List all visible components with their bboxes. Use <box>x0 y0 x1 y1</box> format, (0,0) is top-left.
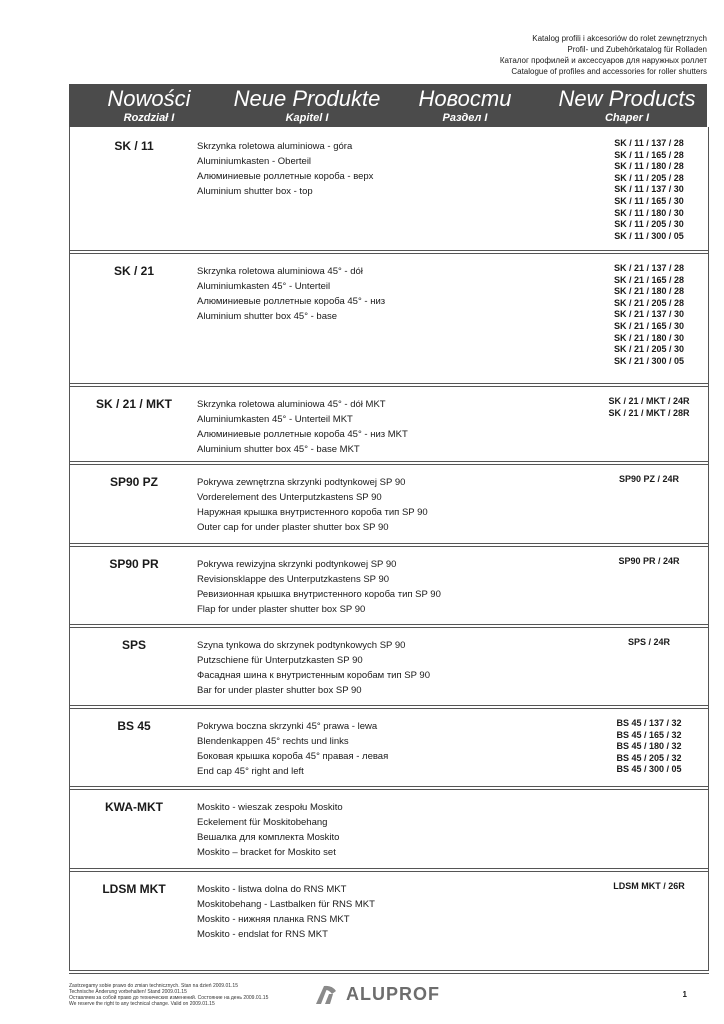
product-description <box>197 719 388 779</box>
description-line: Skrzynka roletowa aluminiowa - góra <box>197 141 353 152</box>
band-column-de <box>227 84 387 125</box>
description-line: Moskito - wieszak zespołu Moskito <box>197 802 343 813</box>
aluprof-logo-mark-icon <box>314 983 338 1005</box>
description-line: Eckelement für Moskitobehang <box>197 817 328 828</box>
footer-note: Technische Änderung vorbehalten! Stand 2009.01.15 <box>69 989 187 995</box>
section-divider <box>69 868 709 872</box>
reference-code: BS 45 / 180 / 32 <box>616 741 682 752</box>
description-line: Skrzynka roletowa aluminiowa 45° - dół MKT <box>197 399 386 410</box>
band-subtitle: Раздел I <box>442 112 488 124</box>
reference-code: SK / 11 / 180 / 30 <box>614 207 684 218</box>
product-references <box>588 474 710 486</box>
reference-code: SP90 PZ / 24R <box>618 474 680 484</box>
reference-code: SK / 21 / 137 / 30 <box>613 309 685 320</box>
reference-code: BS 45 / 205 / 32 <box>616 752 682 763</box>
reference-code: SK / 11 / 205 / 28 <box>614 172 684 183</box>
footer-note: Zastrzegamy sobie prawo do zmian technicznych. Stan na dzień 2009.01.15 <box>69 983 238 989</box>
reference-code: SP90 PR / 24R <box>618 556 680 566</box>
band-subtitle: Rozdział I <box>123 112 175 124</box>
reference-code: SK / 21 / 205 / 28 <box>613 297 685 308</box>
product-code: SK / 21 / MKT <box>95 397 172 411</box>
band-column-en <box>547 84 707 125</box>
header-line: Profil- und Zubehörkatalog für Rolladen <box>567 45 707 54</box>
reference-code: BS 45 / 165 / 32 <box>616 729 682 740</box>
band-title: New Products <box>558 86 696 111</box>
reference-code: SK / 21 / 205 / 30 <box>613 344 685 355</box>
band-subtitle: Chaper I <box>604 112 649 124</box>
reference-code: SK / 21 / MKT / 24R <box>608 396 690 406</box>
reference-code: SK / 11 / 137 / 28 <box>614 138 684 148</box>
description-line: Aluminiumkasten 45° - Unterteil <box>197 281 331 292</box>
header-line: Katalog profili i akcesoriów do rolet zewnętrznych <box>532 34 707 43</box>
description-line: Outer cap for under plaster shutter box SP 90 <box>197 522 389 533</box>
description-line: Revisionsklappe des Unterputzkastens SP 90 <box>197 574 390 585</box>
description-line: Боковая крышка короба 45° правая - левая <box>197 751 389 762</box>
product-description <box>197 638 430 698</box>
product-code: SP90 PR <box>109 557 159 571</box>
reference-code: LDSM MKT / 26R <box>613 881 685 891</box>
product-description <box>197 475 428 535</box>
description-line: Ревизионная крышка внутристенного короба тип SP 90 <box>197 589 441 600</box>
description-line: Aluminium shutter box - top <box>197 186 313 197</box>
description-line: Вешалка для комплекта Moskito <box>197 832 340 843</box>
description-line: Алюминиевые роллетные короба 45° - низ <box>197 296 386 307</box>
band-title: Новости <box>418 86 512 111</box>
description-line: Moskito - endslat for RNS MKT <box>197 929 328 940</box>
reference-code: SK / 21 / MKT / 28R <box>608 407 690 418</box>
band-column-pl <box>69 84 229 125</box>
description-line: Putzschiene für Unterputzkasten SP 90 <box>197 655 363 666</box>
description-line: Aluminiumkasten 45° - Unterteil MKT <box>197 414 353 425</box>
description-line: Алюминиевые роллетные короба - верх <box>197 171 374 182</box>
header-line: Catalogue of profiles and accessories for roller shutters <box>511 67 707 76</box>
product-references <box>588 556 710 568</box>
product-code: LDSM MKT <box>102 882 166 896</box>
chapter-band <box>69 84 707 127</box>
product-description <box>197 882 375 942</box>
reference-code: SK / 21 / 165 / 28 <box>613 274 685 285</box>
product-references <box>588 881 710 893</box>
product-code: SPS <box>121 638 146 652</box>
logo-wordmark: ALUPROF <box>346 984 440 1004</box>
footer-notes <box>69 983 268 1007</box>
description-line: Aluminium shutter box 45° - base <box>197 311 338 322</box>
footer-note: We reserve the right to any technical change. Valid on 2009.01.15 <box>69 1001 215 1007</box>
description-line: Szyna tynkowa do skrzynek podtynkowych SP 90 <box>197 640 406 651</box>
description-line: Vorderelement des Unterputzkastens SP 90 <box>197 492 382 503</box>
page-number: 1 <box>682 990 687 999</box>
band-title: Neue Produkte <box>233 86 381 111</box>
header-line: Каталог профилей и аксессуаров для наружных роллет <box>499 56 707 65</box>
product-description <box>197 557 441 617</box>
description-line: Pokrywa zewnętrzna skrzynki podtynkowej SP 90 <box>197 477 406 488</box>
product-code: SK / 21 <box>113 264 155 278</box>
section-divider <box>69 786 709 790</box>
reference-code: SK / 21 / 300 / 05 <box>613 355 685 366</box>
reference-code: SK / 11 / 205 / 30 <box>614 219 684 230</box>
band-column-ru <box>385 84 545 125</box>
band-title: Nowości <box>107 86 191 111</box>
section-divider <box>69 383 709 387</box>
product-description <box>197 800 343 860</box>
footer-note: Оставляем за собой право до технических изменений. Состояние на день 2009.01.15 <box>69 995 269 1001</box>
reference-code: SK / 11 / 180 / 28 <box>614 161 684 172</box>
section-divider <box>69 543 709 547</box>
product-code: SK / 11 <box>114 139 154 153</box>
description-line: End cap 45° right and left <box>197 766 304 777</box>
product-references <box>588 718 710 776</box>
description-line: Aluminium shutter box 45° - base MKT <box>197 444 360 455</box>
description-line: Pokrywa rewizyjna skrzynki podtynkowej SP 90 <box>197 559 397 570</box>
product-description <box>197 139 373 199</box>
product-code: BS 45 <box>117 719 151 733</box>
description-line: Flap for under plaster shutter box SP 90 <box>197 604 366 615</box>
reference-code: SK / 21 / 180 / 28 <box>613 286 685 297</box>
aluprof-logo <box>314 983 456 1005</box>
description-line: Moskitobehang - Lastbalken für RNS MKT <box>197 899 375 910</box>
section-divider <box>69 624 709 628</box>
reference-code: BS 45 / 300 / 05 <box>616 764 682 775</box>
section-divider <box>69 461 709 465</box>
product-description <box>197 397 408 457</box>
reference-code: BS 45 / 137 / 32 <box>616 718 682 728</box>
product-references <box>588 396 710 419</box>
description-line: Skrzynka roletowa aluminiowa 45° - dół <box>197 266 363 277</box>
section-divider <box>69 250 709 254</box>
reference-code: SK / 11 / 300 / 05 <box>614 230 684 241</box>
description-line: Наружная крышка внутристенного короба тип SP 90 <box>197 507 428 518</box>
product-description <box>197 264 385 324</box>
reference-code: SK / 21 / 165 / 30 <box>613 320 685 331</box>
description-line: Aluminiumkasten - Oberteil <box>197 156 312 167</box>
reference-code: SPS / 24R <box>627 637 671 647</box>
description-line: Pokrywa boczna skrzynki 45° prawa - lewa <box>197 721 378 732</box>
product-references <box>588 263 710 367</box>
reference-code: SK / 21 / 137 / 28 <box>613 263 685 273</box>
product-code: KWA-MKT <box>105 800 163 814</box>
product-references <box>588 637 710 649</box>
reference-code: SK / 11 / 165 / 30 <box>614 195 684 206</box>
product-code: SP90 PZ <box>109 475 159 489</box>
catalogue-header <box>500 33 707 77</box>
description-line: Moskito - listwa dolna do RNS MKT <box>197 884 347 895</box>
description-line: Moskito – bracket for Moskito set <box>197 847 336 858</box>
band-subtitle: Kapitel I <box>285 112 329 124</box>
reference-code: SK / 21 / 180 / 30 <box>613 332 685 343</box>
section-divider <box>69 705 709 709</box>
description-line: Алюминиевые роллетные короба 45° - низ MKT <box>197 429 408 440</box>
description-line: Bar for under plaster shutter box SP 90 <box>197 685 362 696</box>
description-line: Moskito - нижняя планка RNS MKT <box>197 914 350 925</box>
reference-code: SK / 11 / 165 / 28 <box>614 149 684 160</box>
description-line: Фасадная шина к внутристенным коробам тип SP 90 <box>197 670 430 681</box>
product-references <box>588 138 710 242</box>
description-line: Blendenkappen 45° rechts und links <box>197 736 349 747</box>
section-divider <box>69 970 709 974</box>
reference-code: SK / 11 / 137 / 30 <box>614 184 684 195</box>
